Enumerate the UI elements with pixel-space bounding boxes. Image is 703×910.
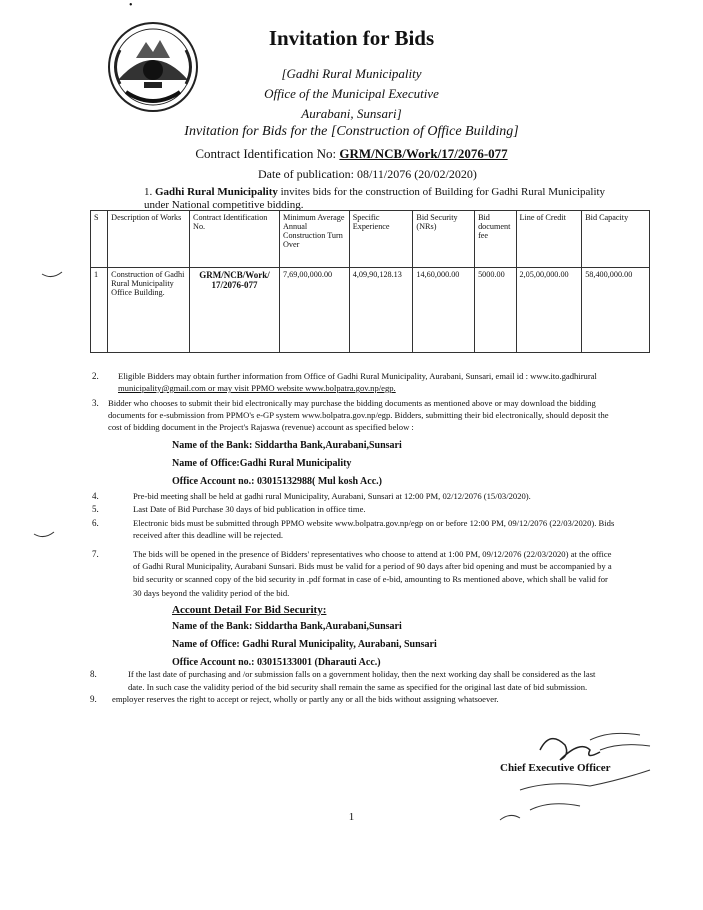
bank-name-2: Name of the Bank: Siddartha Bank,Aurabani,Sunsari [172,621,402,632]
item-3-line-b: documents for e-submission from PPMO's e-GP system www.bolpatra.gov.np/egp. Bidders, submitting their bid electronically, should deposit the [108,410,609,420]
org-line-3: Aurabani, Sunsari] [301,106,402,121]
org-line-2: Office of the Municipal Executive [264,86,439,101]
header-capacity: Bid Capacity [582,211,650,268]
cell-contract-id: GRM/NCB/Work/ 17/2076-077 [190,268,280,353]
item-8-line-a: If the last date of purchasing and /or submission falls on a government holiday, then the next working day shall be considered as the last [128,669,596,679]
header-s: S [91,211,108,268]
item-6-line-b: received after this deadline will be rejected. [133,530,284,540]
publication-date: Date of publication: 08/11/2076 (20/02/2020) [258,167,477,181]
item-3-number: 3. [92,398,99,408]
item-8-number: 8. [90,669,97,679]
item-4-number: 4. [92,491,99,501]
item-3-line-c: cost of bidding document in the Project's Rajaswa (revenue) account as specified below : [108,422,414,432]
item-5-text: Last Date of Bid Purchase 30 days of bid publication in office time. [133,504,366,514]
table-row [91,268,650,353]
cell-credit: 2,05,00,000.00 [516,268,582,353]
signatory-title: Chief Executive Officer [500,762,611,774]
item-2-line-b: municipality@gmail.com or may visit PPMO website www.bolpatra.gov.np/egp. [118,383,396,393]
item-7-number: 7. [92,549,99,559]
item-2-number: 2. [92,371,99,381]
cell-description: Construction of Gadhi Rural Municipality Office Building. [108,268,190,353]
paragraph-1-text-a: invites bids for the construction of Building for Gadhi Rural Municipality [277,186,606,198]
header-doc-fee: Bid document fee [475,211,516,268]
account-number-2: Office Account no.: 03015133001 (Dharauti Acc.) [172,657,381,668]
document-title: Invitation for Bids [268,26,435,50]
office-name-2: Name of Office: Gadhi Rural Municipality, Aurabani, Sunsari [172,639,437,650]
contract-number: GRM/NCB/Work/17/2076-077 [339,146,508,161]
item-7-line-b: of Gadhi Rural Municipality, Aurabani Sunsari. Bids must be valid for a period of 90 days after bid opening and must be accompanied by a [133,561,612,571]
item-7-line-a: The bids will be opened in the presence of Bidders' representatives who choose to attend at 1:00 PM, 09/12/2076 (22/03/2020) at the office [133,549,612,559]
account-detail-heading: Account Detail For Bid Security: [172,604,327,616]
header-experience: Specific Experience [349,211,413,268]
header-credit: Line of Credit [516,211,582,268]
header-turnover: Minimum Average Annual Construction Turn Over [280,211,350,268]
bank-name-1: Name of the Bank: Siddartha Bank,Aurabani,Sunsari [172,440,402,451]
bids-table [90,210,650,353]
margin-mark-icon [32,530,56,542]
cell-experience: 4,09,90,128.13 [349,268,413,353]
ifb-line: Invitation for Bids for the [Construction of Office Building] [184,124,519,139]
item-7-line-c: bid security or scanned copy of the bid security in .pdf format in case of e-bid, amounting to Rs mentioned above, which shall be valid for [133,574,608,584]
cell-turnover: 7,69,00,000.00 [280,268,350,353]
item-6-line-a: Electronic bids must be submitted through PPMO website www.bolpatra.gov.np/egp on or before 12:00 PM, 09/12/2076 (22/03/2020). Bids [133,518,615,528]
cell-security: 14,60,000.00 [413,268,475,353]
item-7-line-d: 30 days beyond the validity period of the bid. [133,588,290,598]
paragraph-1-line-2: under National competitive bidding. [144,199,304,211]
page-number: 1 [348,811,355,823]
account-number-1: Office Account no.: 03015132988( Mul kosh Acc.) [172,476,382,487]
header-description: Description of Works [108,211,190,268]
paragraph-1-line-1 [144,186,605,198]
paragraph-1-org: Gadhi Rural Municipality [155,186,278,198]
scan-dot: • [129,0,133,11]
item-3-line-a: Bidder who chooses to submit their bid electronically may purchase the bidding documents as mentioned above or may download the bidding [108,398,596,408]
header-security: Bid Security (NRs) [413,211,475,268]
table-header-row [91,211,650,268]
margin-mark-icon [40,270,64,282]
cell-doc-fee: 5000.00 [475,268,516,353]
paragraph-1-number: 1. [144,186,153,198]
item-8-line-b: date. In such case the validity period of the bid security shall remain the same as specified for the original last date of bid submission. [128,682,588,692]
header-contract-id: Contract Identification No. [190,211,280,268]
item-2-line-a: Eligible Bidders may obtain further information from Office of Gadhi Rural Municipality, Aurabani, Sunsari, email id : www.ito.gadhirural [118,371,597,381]
office-name-1: Name of Office:Gadhi Rural Municipality [172,458,352,469]
cell-s: 1 [91,268,108,353]
item-9-text: employer reserves the right to accept or reject, wholly or partly any or all the bids without assigning whatsoever. [112,694,499,704]
contract-label: Contract Identification No: [195,146,340,161]
item-9-number: 9. [90,694,97,704]
contract-line [0,146,703,162]
item-5-number: 5. [92,504,99,514]
item-4-text: Pre-bid meeting shall be held at gadhi rural Municipality, Aurabani, Sunsari at 12:00 PM, 02/12/2076 (15/03/2020). [133,491,531,501]
org-line-1: [Gadhi Rural Municipality [281,66,422,81]
item-6-number: 6. [92,518,99,528]
cell-capacity: 58,400,000.00 [582,268,650,353]
